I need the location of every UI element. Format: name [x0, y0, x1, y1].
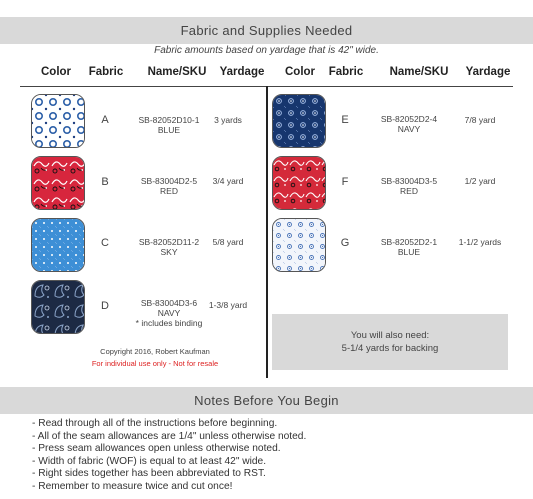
fabric-yardage: 3 yards — [214, 115, 242, 125]
white-blue-floral-icon — [273, 219, 325, 271]
table-header-rule — [268, 86, 513, 87]
fabric-sku: SB-83004D3-6 NAVY * includes binding — [135, 298, 203, 328]
fabric-letter: F — [341, 176, 349, 188]
license-text: For individual use only - Not for resale — [91, 359, 219, 368]
list-item: - Press seam allowances open unless otherwise noted. — [32, 443, 281, 455]
list-item: - Remember to measure twice and cut once! — [32, 480, 233, 492]
fabric-sku: SB-83004D3-5 RED — [380, 176, 438, 196]
list-item: - Width of fabric (WOF) is equal to at least 42" wide. — [32, 455, 267, 467]
fabric-sku: SB-82052D11-2 SKY — [138, 237, 200, 257]
fabric-letter: D — [101, 300, 109, 312]
fabric-sku: SB-82052D2-4 NAVY — [380, 114, 438, 134]
fabric-yardage: 7/8 yard — [464, 115, 496, 125]
navy-floral-dots-icon — [273, 95, 325, 147]
fabric-yardage: 1-1/2 yards — [458, 237, 502, 247]
sky-diamond-icon — [32, 219, 84, 271]
fabric-swatch-g — [272, 218, 326, 272]
fabric-letter: G — [340, 237, 350, 249]
copyright-text: Copyright 2016, Robert Kaufman — [100, 347, 210, 356]
fabric-swatch-a — [31, 94, 85, 148]
col-header-yardage: Yardage — [465, 66, 511, 78]
fabric-yardage: 5/8 yard — [212, 237, 244, 247]
fabric-swatch-f — [272, 156, 326, 210]
list-item: - Read through all of the instructions before beginning. — [32, 418, 278, 429]
red-bandana-icon — [32, 157, 84, 209]
col-header-fabric: Fabric — [328, 66, 364, 78]
also-need-title: You will also need: — [350, 330, 430, 341]
fabric-swatch-e — [272, 94, 326, 148]
also-need-box — [272, 314, 508, 370]
column-divider — [266, 86, 268, 378]
fabric-sku: SB-83004D2-5 RED — [140, 176, 198, 196]
col-header-yardage: Yardage — [219, 66, 265, 78]
col-header-name-sku: Name/SKU — [147, 66, 207, 78]
list-item: - Right sides together has been abbreviated to RST. — [32, 468, 266, 480]
fabric-yardage: 3/4 yard — [212, 176, 244, 186]
col-header-color: Color — [284, 66, 316, 78]
navy-paisley-icon — [32, 281, 84, 333]
col-header-fabric: Fabric — [88, 66, 124, 78]
fabric-swatch-d — [31, 280, 85, 334]
yardage-subtitle: Fabric amounts based on yardage that is 42" wide. — [154, 45, 379, 56]
fabric-swatch-b — [31, 156, 85, 210]
also-need-item: 5-1/4 yards for backing — [341, 343, 439, 354]
fabric-swatch-c — [31, 218, 85, 272]
fabric-supplies-header: Fabric and Supplies Needed — [0, 17, 533, 44]
white-blue-dots-icon — [32, 95, 84, 147]
fabric-letter: B — [101, 176, 109, 188]
col-header-color: Color — [40, 66, 72, 78]
fabric-yardage: 1/2 yard — [464, 176, 496, 186]
notes-header: Notes Before You Begin — [0, 387, 533, 414]
red-bandana-icon — [273, 157, 325, 209]
fabric-sku: SB-82052D10-1 BLUE — [138, 115, 200, 135]
fabric-letter: E — [341, 114, 349, 126]
notes-list — [32, 418, 306, 494]
table-header-rule — [20, 86, 266, 87]
list-item: - All of the seam allowances are 1/4" unless otherwise noted. — [32, 430, 307, 442]
fabric-letter: C — [101, 237, 109, 249]
fabric-sku: SB-82052D2-1 BLUE — [380, 237, 438, 257]
fabric-letter: A — [101, 114, 109, 126]
fabric-yardage: 1-3/8 yard — [208, 300, 248, 310]
col-header-name-sku: Name/SKU — [389, 66, 449, 78]
